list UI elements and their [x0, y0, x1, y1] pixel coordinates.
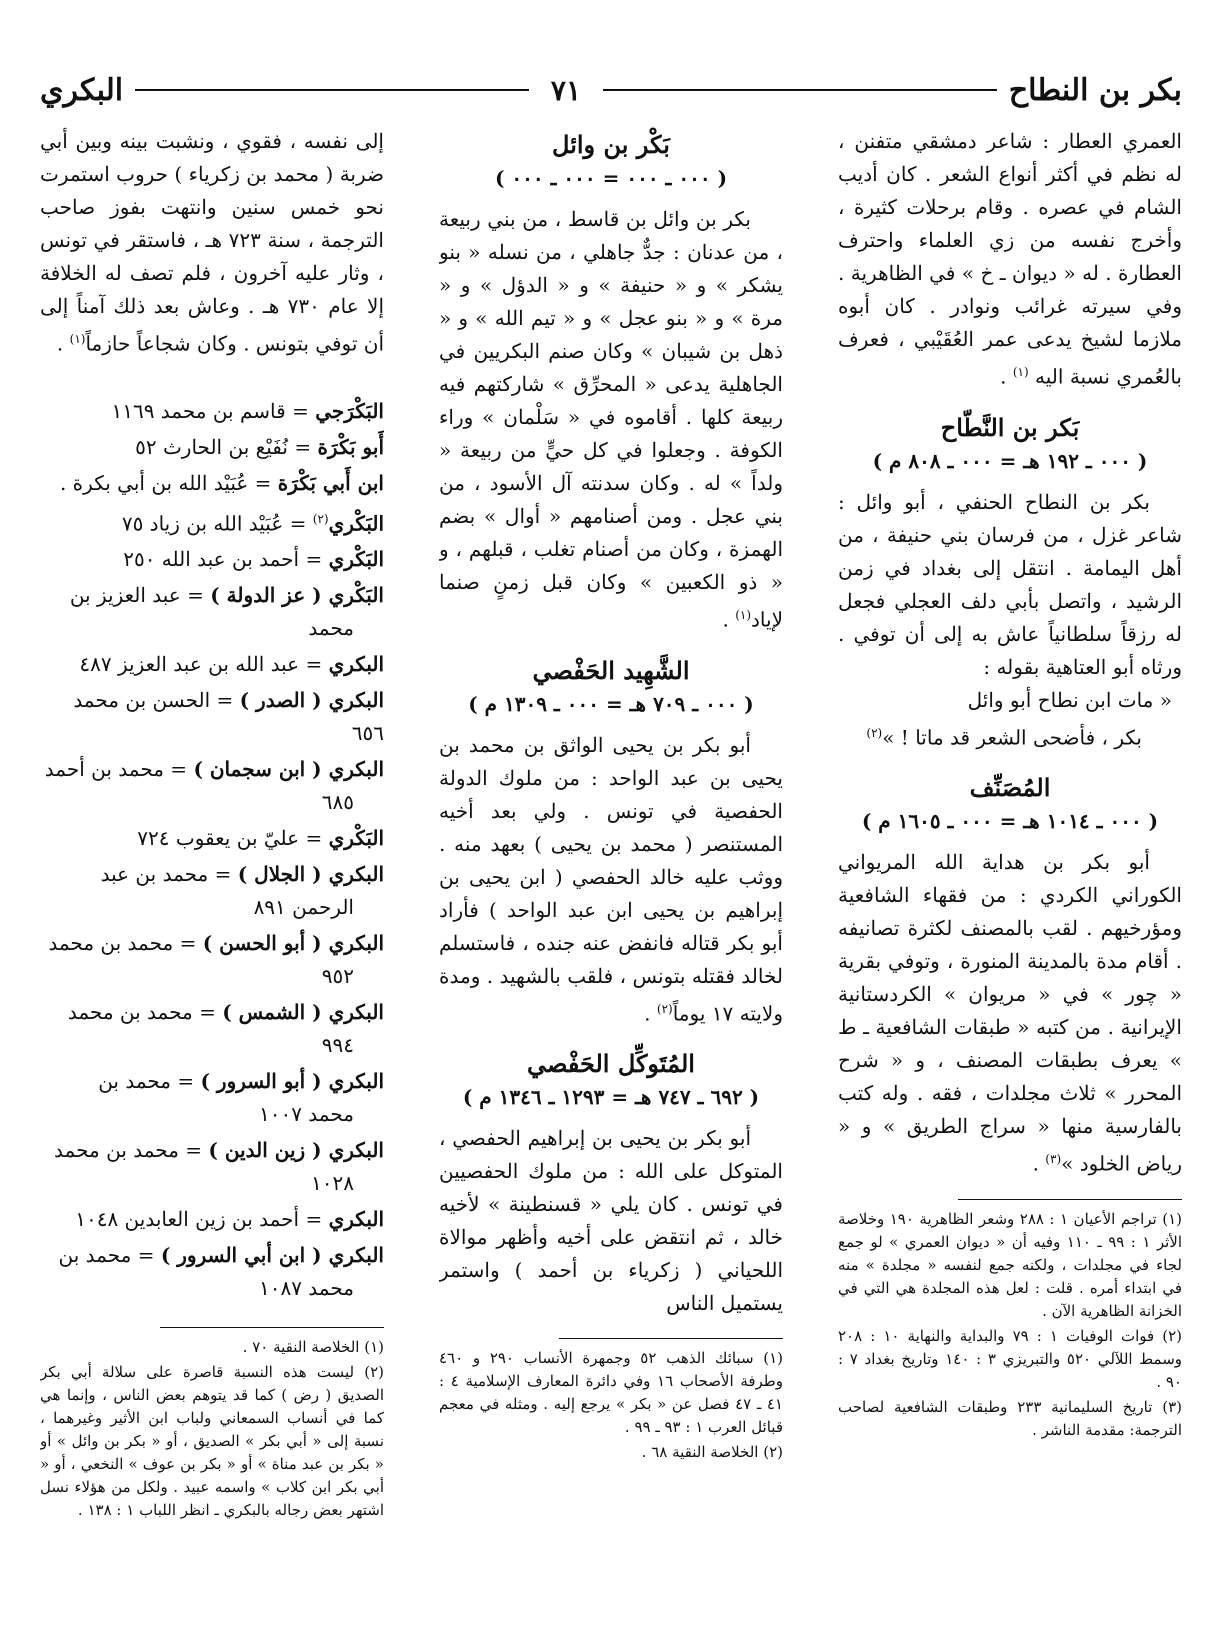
entry-dates: ( ٠٠٠ ـ ١٩٢ هـ = ٠٠٠ ـ ٨٠٨ م ): [872, 448, 1148, 473]
index-entry: البكري ( ابن سجمان ) = محمد بن أحمد ٦٨٥: [44, 757, 384, 815]
running-title-left: البكري: [39, 72, 124, 108]
index-entry: البَكْري = عليّ بن يعقوب ٧٢٤: [137, 826, 384, 851]
index-entry: البكري = أحمد بن زين العابدين ١٠٤٨: [75, 1207, 384, 1232]
footnote-ref: (١): [735, 608, 752, 622]
index-entry: البكري = عبد الله بن عبد العزيز ٤٨٧: [79, 652, 384, 677]
entry-title: المُصَنِّف: [969, 773, 1051, 803]
footnote-rule: [958, 1199, 1182, 1200]
entry-title: المُتَوكِّل الحَفْصي: [527, 1049, 695, 1079]
index-entry: أَبو بَكْرَة = نُفَيْع بن الحارث ٥٢: [135, 434, 384, 459]
entry-title: بَكر بن النَّطّاح: [940, 412, 1080, 442]
footnote: (١) سبائك الذهب ٥٢ وجمهرة الأنساب ٢٩٠ و ٤٦٠ وطرفة الأصحاب ١٦ وفي دائرة المعارف الإسلامية ٤ : ٤١ ـ ٤٧ فصل عن « بكر » يرجع إليه . ومثله في معجم قبائل العرب ١ : ٩٣ ـ ٩٩ .: [439, 1349, 783, 1437]
index-entry: البَكْري = أحمد بن عبد الله ٢٥٠: [123, 547, 384, 572]
footnote-ref: (٢): [866, 725, 883, 740]
entry-dates: ( ٠٠٠ ـ ١٠١٤ هـ = ٠٠٠ ـ ١٦٠٥ م ): [861, 809, 1159, 834]
index-entry: البكري ( الصدر ) = الحسن بن محمد ٦٥٦: [73, 688, 384, 746]
footnote: (٣) تاريخ السليمانية ٢٣٣ وطبقات الشافعية لصاحب الترجمة: مقدمة الناشر .: [838, 1397, 1182, 1439]
entry-dates: ( ٠٠٠ ـ ٧٠٩ هـ = ٠٠٠ ـ ١٣٠٩ م ): [468, 691, 754, 716]
entry-body: بكر بن النطاح الحنفي ، أبو وائل : شاعر غزل ، من فرسان بني حنيفة ، من أهل اليمامة . انتقل إلى بغداد في زمن الرشيد ، واتصل بأبي دلف العجلي فجعل له رزقاً سلطانياً عاش به إلى أن توفي . ورثاه أبو العتاهية بقوله :: [838, 489, 1182, 679]
index-entry: البكري ( أبو الحسن ) = محمد بن محمد ٩٥٢: [48, 931, 384, 989]
index-entry: ابن أَبي بَكْرَة = عُبَيْد الله بن أبي بكرة .: [59, 470, 384, 495]
footnote: (٢) الخلاصة النقية ٦٨ .: [641, 1443, 783, 1462]
footnote: (١) الخلاصة النقية ٧٠ .: [242, 1338, 384, 1357]
column-middle: [439, 125, 783, 1630]
column-left: [40, 125, 384, 1630]
index-entry: البكري ( الجلال ) = محمد بن عبد الرحمن ٨٩١: [100, 862, 384, 920]
entry-body: أبو بكر بن هداية الله المريواني الكوراني الكردي : من فقهاء الشافعية ومؤرخيهم . لقب بالمصنف لكثرة تصانيفه . أقام مدة بالمدينة المنورة ، وتوفي بقرية « چور » في « مريوان » الكردستانية الإيرانية . من كتبه « طبقات الشافعية ـ ط » يعرف بطبقات المصنف ، و « شرح المحرر » ثلاث مجلدات ، فقه . وله كتب بالفارسية منها « سراج الطريق » و « رياض الخلود »$^{(٣)}$ .: [838, 850, 1182, 1176]
entry-dates: ( ٦٩٢ ـ ٧٤٧ هـ = ١٢٩٣ ـ ١٣٤٦ م ): [462, 1085, 760, 1110]
entry-title: بَكْر بن وائل: [552, 130, 670, 159]
index-entry: البكري ( زين الدين ) = محمد بن محمد ١٠٢٨: [54, 1138, 384, 1196]
entry-dates: ( ٠٠٠ ـ ٠٠٠ = ٠٠٠ ـ ٠٠٠ ): [494, 166, 728, 190]
footnote-ref: (١): [1012, 365, 1029, 379]
entry-title: الشَّهِيد الحَفْصي: [532, 655, 690, 685]
footnote-ref: (١): [69, 332, 86, 346]
page-number: ٧١: [550, 73, 581, 107]
paragraph: العمري العطار : شاعر دمشقي متفنن ، له نظم في أكثر أنواع الشعر . كان أديب الشام في عصره . وقام برحلات كثيرة ، وأخرج نفسه من زي العلماء واحترف العطارة . له « ديوان ـ خ » في الظاهرية . وفي سيرته غرائب ونوادر . كان أبوه ملازما لشيخ يدعى عمر العُقَيْبي ، فعرف بالعُمري نسبة اليه $^{(١)}$ .: [838, 129, 1182, 389]
footnote-rule: [559, 1338, 783, 1339]
header-rule: [603, 89, 997, 91]
index-entry: البكري ( ابن أبي السرور ) = محمد بن محمد ١٠٨٧: [58, 1243, 384, 1301]
footnote-ref: (٢): [656, 1001, 673, 1016]
index-list: [40, 395, 384, 1306]
entry-body: أبو بكر بن يحيى بن إبراهيم الحفصي ، المتوكل على الله : من ملوك الحفصيين في تونس . كان يلي « قسنطينة » لأخيه خالد ، ثم انتقض على أخيه وأظهر موالاة اللحياني ( زكرياء بن أحمد ) واستمر يستميل الناس: [439, 1126, 783, 1316]
running-title-right: بكر بن النطاح: [1008, 72, 1182, 108]
index-entry: البَكْري$^{(٢)}$ = عُبَيْد الله بن زياد ٧٥: [121, 511, 384, 536]
verse-line: « مات ابن نطاح أبو وائل: [967, 687, 1172, 712]
footnote-rule: [160, 1327, 384, 1328]
index-entry: البكري ( الشمس ) = محمد بن محمد ٩٩٤: [67, 1000, 384, 1058]
footnote: (١) تراجم الأعيان ١ : ٢٨٨ وشعر الظاهرية ١٩٠ وخلاصة الأثر ١ : ٩٩ ـ ١١٠ وفيه أن « ديوان العمري » لو جمع لجاء في مجلدات ، ولكنه جمع لنفسه « مجلدة » منه في ابتداء أمره . قلت : لعل هذه المجلدة هي التي في الخزانة الظاهرية الآن .: [838, 1209, 1182, 1320]
paragraph: إلى نفسه ، فقوي ، ونشبت بينه وبين أبي ضربة ( محمد بن زكرياء ) حروب استمرت نحو خمس سنين وانتهت بفوز صاحب الترجمة ، سنة ٧٢٣ هـ ، فاستقر في تونس ، وثار عليه آخرون ، فلم تصف له الخلافة إلا عام ٧٣٠ هـ . وعاش بعد ذلك آمناً إلى أن توفي بتونس . وكان شجاعاً حازماً$^{(١)}$ .: [40, 129, 384, 356]
index-entry: البَكْري ( عز الدولة ) = عبد العزيز بن محمد: [69, 583, 384, 641]
entry-body: بكر بن وائل بن قاسط ، من بني ربيعة ، من عدنان : جدٌّ جاهلي ، من نسله « بنو يشكر » و « حنيفة » و « الدؤل » و « مرة » و « بنو عجل » و « تيم الله » و « ذهل بن شيبان » وكان صنم البكريين في الجاهلية يدعى « المحرِّق » شاركتهم فيه ربيعة كلها . أقاموه في « سَلْمان » وراء الكوفة . وجعلوا في كل حيٍّ من ربيعة « ولداً » له . وكان سدنته آل الأسود ، من بني عجل . ومن أصنامهم « أوال » بضم الهمزة ، وكان من أصنام تغلب ، قبلهم ، و « ذو الكعبين » وكان قبل زمنٍ صنما لإياد$^{(١)}$ .: [439, 207, 783, 632]
verse-line: بكر ، فأضحى الشعر قد ماتا ! »$^{(٢)}$: [866, 725, 1142, 750]
spacer: [40, 361, 384, 395]
entry-body: أبو بكر بن يحيى الواثق بن محمد بن يحيى بن عبد الواحد : من ملوك الدولة الحفصية في تونس . ولي بعد أخيه المستنصر ( محمد بن يحيى ) بعهد منه . ووثب عليه خالد الحفصي ( ابن يحيى بن إبراهيم بن يحيى ابن عبد الواحد ) فأراد أبو بكر قتاله فانفض عنه جنده ، فاستسلم لخالد فقتله بتونس ، فلقب بالشهيد . ومدة ولايته ١٧ يوماً$^{(٢)}$ .: [439, 732, 783, 1026]
index-entry: البَكْرَجي = قاسم بن محمد ١١٦٩: [111, 398, 384, 423]
column-right: [838, 125, 1182, 1630]
footnote-ref: (٢): [312, 511, 329, 526]
header-rule: [135, 89, 529, 91]
footnote: (٢) ليست هذه النسبة قاصرة على سلالة أبي بكر الصديق ( رض ) كما قد يتوهم بعض الناس ، وإنما هي كما في أنساب السمعاني ولباب ابن الأثير وغيرهما ، نسبة إلى « أبي بكر » الصديق ، أو « بكر بن وائل » أو « بكر بن عبد مناة » أو « بكر بن عوف » النخعي ، أو « أبي بكر ابن كلاب » واسمه عبيد . ولكل من هؤلاء نسل اشتهر بعض رجاله بالبكري ـ انظر اللباب ١ : ١٣٨ .: [40, 1363, 384, 1520]
footnote-ref: (٣): [1045, 1152, 1062, 1167]
index-entry: البكري ( أبو السرور ) = محمد بن محمد ١٠٠٧: [98, 1069, 384, 1127]
page-header: [40, 60, 1182, 120]
footnote: (٢) فوات الوفيات ١ : ٧٩ والبداية والنهاية ١٠ : ٢٠٨ وسمط اللآلي ٥٢٠ والتبريزي ٣ : ١٤٠ وتاريخ بغداد ٧ : ٩٠ .: [838, 1326, 1182, 1391]
